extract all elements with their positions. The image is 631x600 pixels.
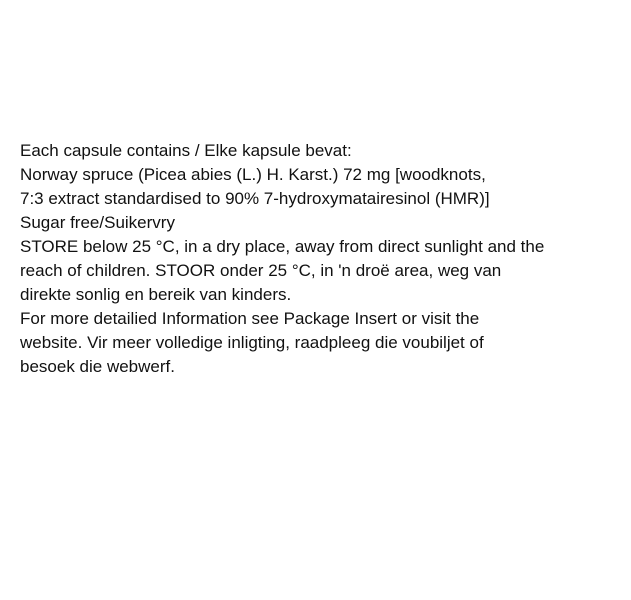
capsule-contents-heading: Each capsule contains / Elke kapsule bevat: — [20, 141, 352, 160]
extract-line: 7:3 extract standardised to 90% 7-hydroxymatairesinol (HMR)] — [20, 189, 490, 208]
info-line-3: besoek die webwerf. — [20, 357, 175, 376]
sugar-free-line: Sugar free/Suikervry — [20, 213, 175, 232]
info-line-1: For more detailied Information see Package Insert or visit the — [20, 309, 480, 328]
info-line-2: website. Vir meer volledige inligting, raadpleeg die voubiljet of — [20, 333, 484, 352]
storage-line-3: direkte sonlig en bereik van kinders. — [20, 285, 292, 304]
storage-line-2: reach of children. STOOR onder 25 °C, in 'n droë area, weg van — [20, 261, 502, 280]
product-label-text — [20, 139, 620, 379]
ingredient-line: Norway spruce (Picea abies (L.) H. Karst.) 72 mg [woodknots, — [20, 165, 486, 184]
storage-line-1: STORE below 25 °C, in a dry place, away from direct sunlight and the — [20, 237, 545, 256]
